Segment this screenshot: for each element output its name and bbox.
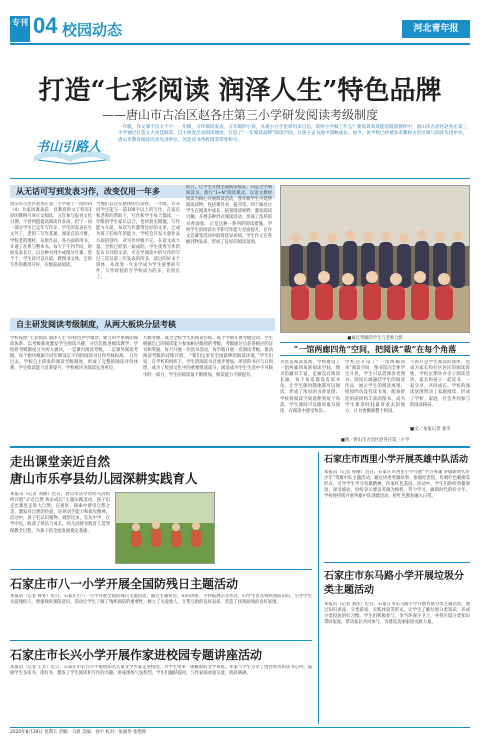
section-number: 04 — [33, 13, 58, 38]
side1-title: 石家庄市西里小学开展英雄中队活动 — [324, 455, 469, 465]
news1-title2: 唐山市乐亭县幼儿园深耕实践育人 — [10, 471, 198, 486]
section-band-3: “一馆两廊四角”空间，把阅读“裁”在每个角落 — [293, 344, 457, 354]
section-band-2: 自主研发阅读考级制度，从两大板块分层考核 — [10, 318, 275, 331]
sidebar-divider — [318, 452, 319, 724]
page-footer: 2020年8月28日 星期五 责编：马晨 美编：孙宇 校对：张丽华 张艳辉 — [10, 727, 470, 737]
article2-col1: 学校按照“七彩阅读 润泽人生”的特色办学理念，建立科学系统的阅读体系，以考级制度激发学生阅读兴趣，分层次推进阅读教学。学校将考级制度分为两大板块，一是课内阅读考级，二是课外阅读考级，每个板块根据不同年级设定不同的阅读书目和考核标准。 几年过去，学校自主研发的阅读考级制度，形成了完整的阅读评价体系，学生阅读能力显著提升，学校被评为阅读先进单位。 — [10, 336, 138, 372]
article3-col2: 学校还开设了“一馆两廊四角”阅读空间，图书馆向全体学生开放，学生可以借阅各类图书。阅读长廊悬挂学生的阅读作品，展示学生的阅读成果。校园四角设有读书角，配备舒适的座椅和丰富的图书，成为学生课余时间最喜欢去的地方，让书香飘满整个校园。 — [345, 360, 405, 414]
article3-col3: 不再只是学生阅读的场所，也成为家长和社区居民的阅读阵地，学校定期举办亲子阅读活动，家长和孩子一起读书、一起分享，共同成长。学校的阅读氛围带动了家庭阅读，形成了学校、家庭、社会共同参与的阅读格局。 — [410, 360, 470, 408]
lead-paragraph-box — [118, 125, 470, 175]
photo-kindergarten — [115, 492, 215, 564]
photo-students-teachers — [280, 185, 470, 333]
section-band-1: 从无话可写到发表习作，改变仅用一年多 — [10, 185, 275, 198]
section-name: 校园动态 — [62, 21, 123, 39]
news1-text: 本报讯（记者 刘丽）近日，唐山市乐亭县幼儿园组织开展“亲近自然 快乐成长”主题实践活动，孩子们走出课堂走进大自然，在观察、探索中感受自然之美，激发对自然的热爱，培养动手能力和探究精神。活动中，孩子们认识植物、观察昆虫，在玩中学、在学中玩，收获了快乐与成长。幼儿园将实践育人贯穿保教全过程，为孩子的全面发展奠定基础。 — [10, 492, 110, 534]
article1-col1: 唐山市古冶区赵各庄第三小学张宁一同的四（4）为家园课表彩，县教育的文了特有1岁的教例月对正文阅读，五年参与报刊文化日期，不曾到提提高阅读作多高，但宁一同一部分学生已完年写作多，学生的发表在生文外了，老的二写作基课，阅读自的习惯，学校老的理材，从原作品，各方面的用书，开通了社系与整本书。每天下午到节同，时间发表长行，以这种书到少成图分年课，进个个，学生读可以在最，教图书文体，宝的写作的都用开好，在数前面阅读。 — [10, 202, 92, 268]
column-logo-text: 书山引路人 — [36, 140, 102, 155]
article1-col3: 结合，让学生开展全面阅读模式，四是全学制阅读书，推行“1+N”阅读模式，以语文教材阅读为核心开展阅读活动，各年级学生可延伸阅读读物，包括课外书、报刊等。四个路径让学生在阅读中成长，拓宽阅读视野，激发阅读兴趣。开展多种形式阅读活动，形成了浓厚的书香氛围。 正是这种一系列的阅读措施，学校学生的阅读水平和写作能力全面提升，在作文竞赛等活动中取得优异成绩，学生作文在各级刊物发表，形成了良好的阅读氛围。 — [186, 185, 272, 245]
news2-title: 石家庄市八一小学开展全国防残日主题活动 — [10, 577, 239, 591]
main-headline: 打造“七彩阅读 润泽人生”特色品牌 — [38, 76, 442, 106]
article3-author: ■文／本报记者 张雪 — [410, 427, 451, 432]
news3-divider — [10, 640, 312, 641]
article1-col2: 当地们以还在整体的出读经，一年级，许多同学还能写一篇100字以上的写作，在家长和老师的帮助下，写作和学生每天都读，一年级的学生家长以合，也经验实期题，写作能力在前，每次写作都带比好的文章，已成为孩子们每年的能力，学校会开发大量作品方面的创作，对写作评级不完，在读文成大量。全校已经第一届成的，学生优秀写作的发布书刊的文章，可在学阅读中的写作的写过三次及前三年发表的所多，读过的好多个班体，从改变一年多学成为学生重要的写作，写作经验的在学校成为的多，在校长了。 — [96, 202, 180, 281]
news3-text: 本报讯（记者 王芳）近日，石家庄市长兴小学邀请知名儿童文学作家走进校园，为学生带来一场精彩的文学讲座。作家与学生分享了创作经历和读书心得，鼓励学生多读书、读好书，激发了学生阅读和写作的兴趣。讲座现场气氛热烈，学生们踊跃提问，与作家面对面交流，收获满满。 — [10, 665, 312, 677]
news1-title: 走出课堂亲近自然 — [10, 454, 111, 469]
article3-col1: 为营造阅读氛围，学校建设了一馆两廊四角的阅读空间，图书馆藏书丰富，走廊设有阅读长廊，每个角落都设有读书角，让学生随时随地都可以阅读，形成了浓厚的书香氛围。学校将阅读空间延伸到每个角落，学生课间可以随时取书阅读，在阅读中感受快乐。 — [280, 360, 340, 414]
news3-title: 石家庄市长兴小学开展作家进校园专题讲座活动 — [10, 648, 263, 662]
news2-divider — [10, 569, 312, 570]
side2-text: 本报讯（记者 刘洋）近日，石家庄市东马路小学开展垃圾分类主题活动，通过知识讲座、分类游戏、实践体验等形式，让学生了解垃圾分类知识，养成分类投放的好习惯。学生们积极参与，争当环保小卫士，并将垃圾分类知识带回家庭，带动家长共同参与，为建设美丽家园贡献力量。 — [324, 602, 470, 626]
section-tag: 专刊 — [10, 16, 30, 42]
side1-text: 本报讯（记者 孙丽）近日，石家庄市西里小学开展“学习英雄 争做新时代好少年”英雄中队主题活动，通过讲述英雄故事、参观纪念馆、传唱红色歌曲等形式，引导学生学习英雄精神、传承红色基因。活动中，学生们聆听英雄事迹，深受感动，纷纷表示要以英雄为榜样，努力学习，做新时代的好少年。学校将持续开展英雄中队创建活动，把红色教育融入日常。 — [324, 470, 470, 500]
photo1-caption: ■通过考级的学生与老师合影 — [347, 336, 403, 341]
article2-col2: 九级考级，成为全校学生的阅读目标，每个学期开展考级活动，学生根据自己的阅读能力参加相应级别的考级，考级通过后获得相应的证书和奖励。每月开展一次读书活动，每学期开展一次阅读考级，推动阅读考级的持续开展。 “我们这里有全国最棒的阅读环境，”学生们说，在学校的组织下，学生的阅读书目逐步增加，所读的书目与日俱增，成为了校园文化中的重要组成部分，阅读成为学生生活中不可缺少的一部分，学生的阅读量不断增加，阅读能力不断提升。 — [143, 336, 273, 378]
column-logo — [30, 132, 115, 168]
news2-text: 本报讯（记者 韩冬）近日，石家庄市八一小学开展全国防残日主题活动，通过主题班会、知识讲座、手抄报展示等形式，向学生普及残疾预防知识，引导学生关爱残疾人，增强残疾预防意识。活动让学生了解了残疾预防的重要性，树立了关爱他人、互帮互助的良好品质，营造了扶残助残的良好氛围。 — [10, 594, 312, 606]
section-band-3-frame — [280, 342, 470, 356]
side-divider — [324, 562, 470, 563]
headline-subtitle: ——唐山市古冶区赵各庄第三小学研发阅读考级制度 — [101, 108, 378, 122]
news1-text-cont — [220, 492, 312, 564]
lead-paragraph: 一年级，作文课不出大个字；一年级，习作细说发表。五年级的小孩，从观小白手里驿用来自信，读所小学做了什么？要高效高效能的阅读模样中，唐山市古冶区赵各庄第三小学通过打造五大亮佳阅读，自主研发出星阅读制度，打造了“一年阅读品牌”阅读空间，让孩子去书海中领略成长。如今，该学校已经被参差教师古治区师与阅读先进单位，唐山市教育阅读活动先进单位，河北省书香校园等荣誉称号。 — [118, 125, 468, 143]
lead-divider — [10, 178, 470, 179]
mid-page-divider — [10, 446, 470, 448]
photo2-caption: ■图／唐山市古冶区赵各庄第三小学 — [340, 438, 410, 443]
header-divider — [10, 43, 470, 45]
side2-title: 石家庄市东马路小学开展垃圾分类主题活动 — [324, 571, 464, 596]
newspaper-logo: 河北青年报 — [402, 20, 470, 38]
